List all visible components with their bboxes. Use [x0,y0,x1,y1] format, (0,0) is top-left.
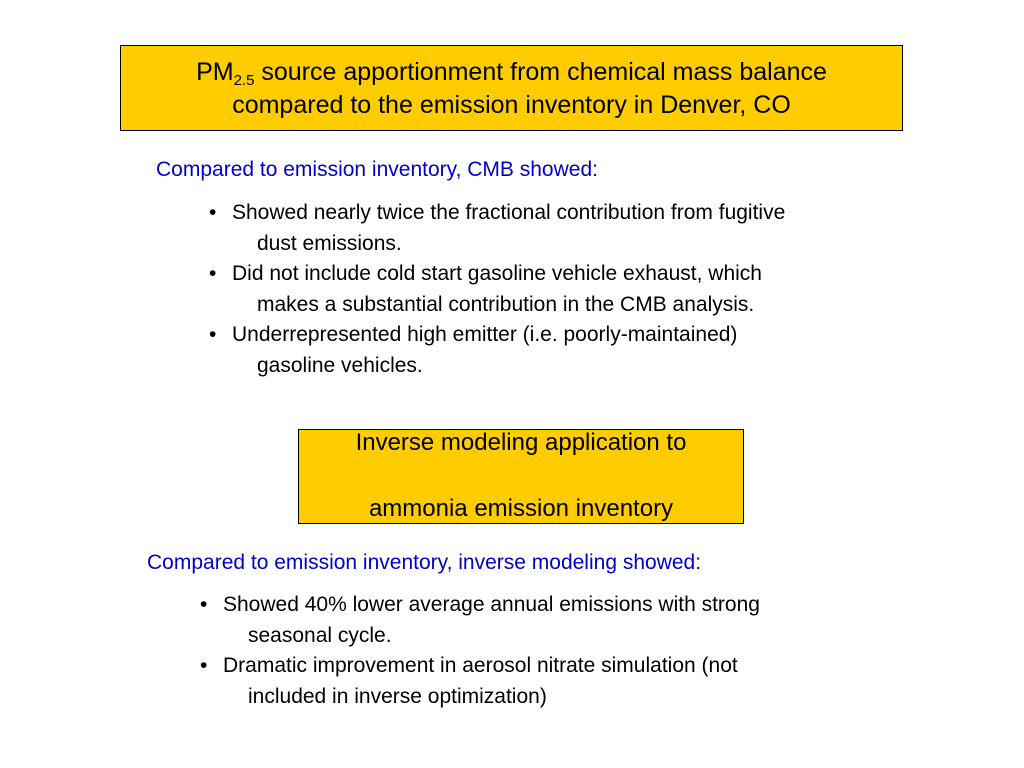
bullet-text-line-1: Showed 40% lower average annual emissions with strong [223,593,760,616]
section1-lead: Compared to emission inventory, CMB showed: [156,158,598,181]
section2-lead: Compared to emission inventory, inverse modeling showed: [147,551,702,574]
bullet-item [207,198,927,259]
bullet-item [207,259,927,320]
bullet-dot: • [200,593,208,616]
bullet-text-line-2: gasoline vehicles. [257,353,423,377]
bullet-text-line-2: dust emissions. [257,231,402,255]
subtopic-line-2: ammonia emission inventory [368,495,674,522]
bullet-text-line-2: included in inverse optimization) [248,684,547,708]
subtopic-line-1: Inverse modeling application to [355,429,687,456]
bullet-dot: • [209,201,217,224]
section1-bullet-list [207,198,927,381]
bullet-dot: • [200,654,208,677]
title-pm-subscript: 2.5 [233,72,255,89]
bullet-dot: • [209,323,217,346]
bullet-item [207,320,927,381]
title-line-1 [121,56,902,89]
bullet-text-line-1: Dramatic improvement in aerosol nitrate simulation (not [223,654,738,677]
title-line-1-rest: source apportionment from chemical mass balance [254,58,827,86]
bullet-text-line-1: Did not include cold start gasoline vehicle exhaust, which [232,262,762,285]
bullet-text-line-1: Showed nearly twice the fractional contribution from fugitive [232,201,786,224]
bullet-item [198,651,918,712]
subtopic-box [298,429,744,524]
title-box [120,45,903,131]
bullet-text-line-2: seasonal cycle. [248,623,392,647]
bullet-item [198,590,918,651]
title-pm: PM [196,58,234,86]
section2-bullet-list [198,590,918,712]
bullet-text-line-2: makes a substantial contribution in the CMB analysis. [257,292,755,316]
bullet-dot: • [209,262,217,285]
title-line-2: compared to the emission inventory in Denver, CO [232,91,791,119]
bullet-text-line-1: Underrepresented high emitter (i.e. poorly-maintained) [232,323,738,346]
